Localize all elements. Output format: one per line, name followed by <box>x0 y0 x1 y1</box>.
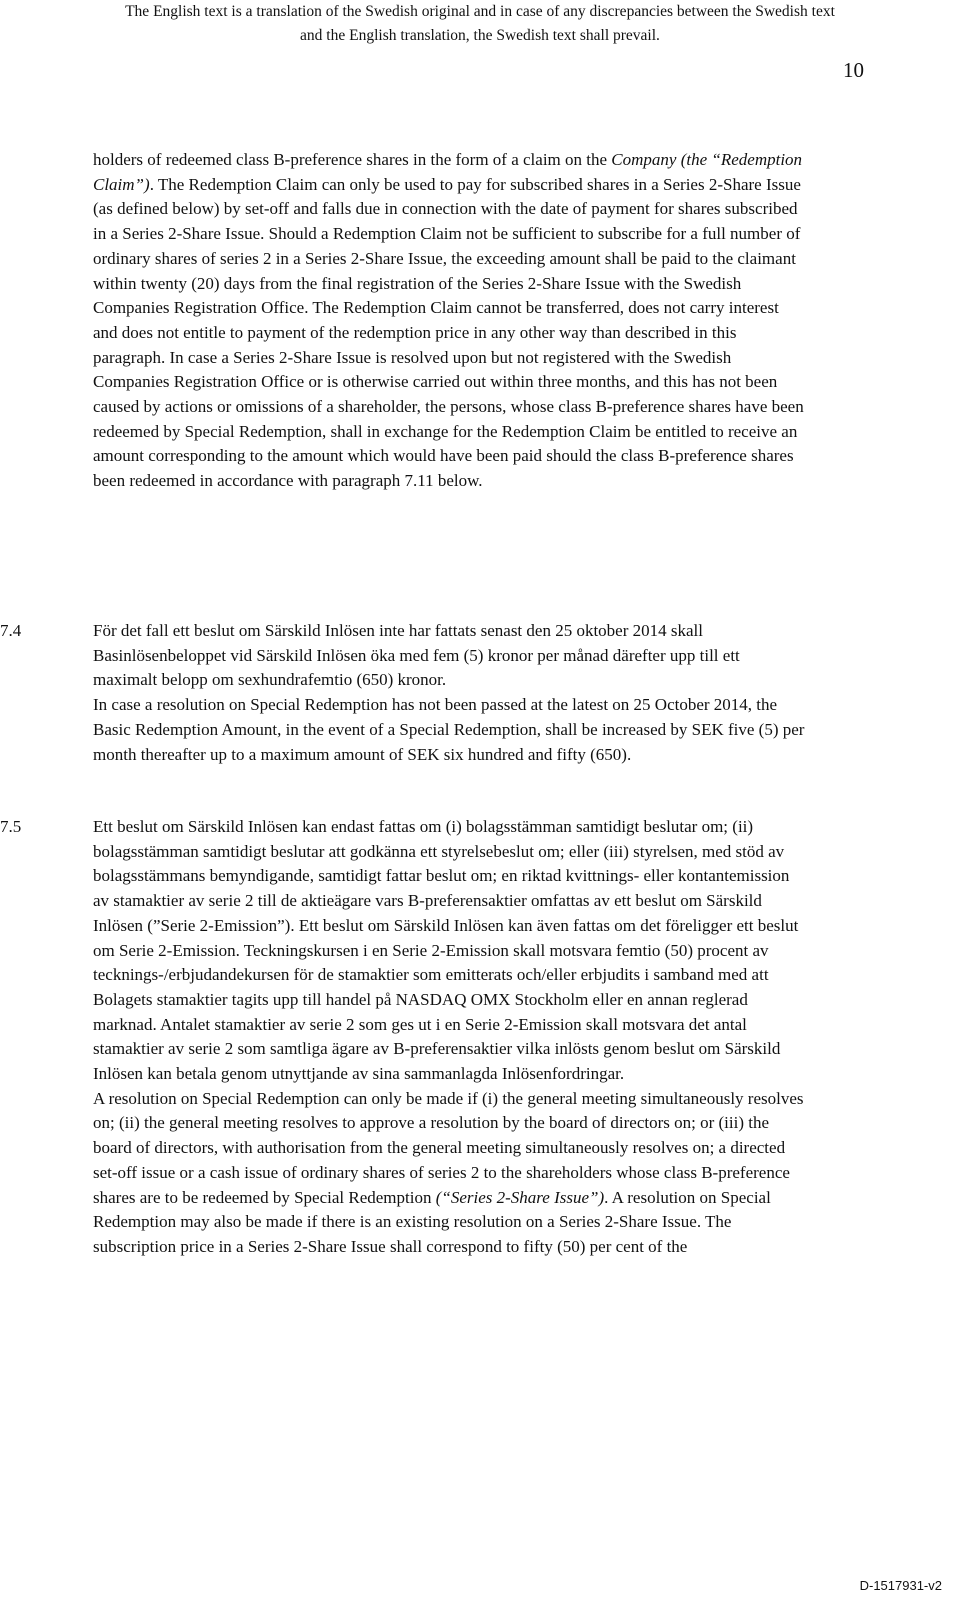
continuation-paragraph <box>93 148 805 494</box>
continuation-intro: holders of redeemed class B-preference shares in the form of a claim on the <box>93 150 612 169</box>
english-part-b: . A resolution on Special Redemption may also be made if there is an existing resolution on a Series 2-Share Issue. The subscription price in a Series 2-Share Issue shall correspond to fifty (50) per cent of the <box>93 1187 771 1256</box>
redemption-claim-definition: Company (the “Redemption Claim”) <box>93 150 803 194</box>
english-paragraph: In case a resolution on Special Redemption has not been passed at the latest on 25 October 2014, the Basic Redemption Amount, in the event of a Special Redemption, shall be increased by SEK five (5) per month thereafter up to a maximum amount of SEK six hundred and fifty (650). <box>93 695 805 764</box>
swedish-paragraph: För det fall ett beslut om Särskild Inlösen inte har fattats senast den 25 oktober 2014 skall Basinlösenbeloppet vid Särskild Inlösen öka med fem (5) kronor per månad därefter upp till ett maximalt belopp om sexhundrafemtio (650) kronor. <box>93 621 740 690</box>
section-number: 7.4 <box>0 621 22 640</box>
section-body <box>93 619 805 767</box>
page-number: 10 <box>843 58 864 82</box>
disclaimer-line-2: and the English translation, the Swedish text shall prevail. <box>300 27 660 44</box>
continuation-body <box>93 148 805 494</box>
continuation-rest: . The Redemption Claim can only be used to pay for subscribed shares in a Series 2-Share Issue (as defined below) by set-off and falls due in connection with the date of payment for shares subscribed in a Series 2-Share Issue. Should a Redemption Claim not be sufficient to subscribe for a full number of ordinary shares of series 2 in a Series 2-Share Issue, the exceeding amount shall be paid to the claimant within twenty (20) days from the final registration of the Series 2-Share Issue with the Swedish Companies Registration Office. The Redemption Claim cannot be transferred, does not carry interest and does not entitle to payment of the redemption price in any other way than described in this paragraph. In case a Series 2-Share Issue is resolved upon but not registered with the Swedish Companies Registration Office or is otherwise carried out within three months, and this has not been caused by actions or omissions of a shareholder, the persons, whose class B-preference shares have been redeemed by Special Redemption, shall in exchange for the Redemption Claim be entitled to receive an amount corresponding to the amount which would have been paid should the class B-preference shares been redeemed in accordance with paragraph 7.11 below. <box>93 174 804 491</box>
series-2-share-issue-definition: (“Series 2-Share Issue”) <box>435 1187 605 1207</box>
translation-disclaimer <box>0 0 960 48</box>
section-number: 7.5 <box>0 817 22 836</box>
disclaimer-line-1: The English text is a translation of the Swedish original and in case of any discrepancies between the Swedish text <box>125 3 835 20</box>
document-id: D-1517931-v2 <box>859 1578 942 1593</box>
swedish-paragraph: Ett beslut om Särskild Inlösen kan endast fattas om (i) bolagsstämman samtidigt beslutar om; (ii) bolagsstämman samtidigt beslutar att godkänna ett styrelsebeslut om; eller (iii) styrelsen, med stöd av bolagsstämmans bemyndigande, samtidigt fattar beslut om; en riktad kvittnings- eller kontantemission av stamaktier av serie 2 till de aktieägare vars B-preferensaktier omfattas av ett beslut om Särskild Inlösen (”Serie 2-Emission”). Ett beslut om Särskild Inlösen kan även fattas om det föreligger ett beslut om Serie 2-Emission. Teckningskursen i en Serie 2-Emission skall motsvara femtio (50) procent av tecknings-/erbjudandekursen för de stamaktier som emitterats och/eller erbjudits i samband med att Bolagets stamaktier tagits upp till handel på NASDAQ OMX Stockholm eller en annan reglerad marknad. Antalet stamaktier av serie 2 som ges ut i en Serie 2-Emission skall motsvara det antal stamaktier av serie 2 som samtliga ägare av B-preferensaktier vilka inlösts genom beslut om Särskild Inlösen kan betala genom utnyttjande av sina sammanlagda Inlösenfordringar. <box>93 817 799 1084</box>
english-part-a: A resolution on Special Redemption can only be made if (i) the general meeting simultaneously resolves on; (ii) the general meeting resolves to approve a resolution by the board of directors on; or (iii) the board of directors, with authorisation from the general meeting simultaneously resolves on; a directed set-off issue or a cash issue of ordinary shares of series 2 to the shareholders whose class B-preference shares are to be redeemed by Special Redemption <box>93 1088 804 1207</box>
english-paragraph <box>93 1087 805 1260</box>
section-body <box>93 815 805 1260</box>
